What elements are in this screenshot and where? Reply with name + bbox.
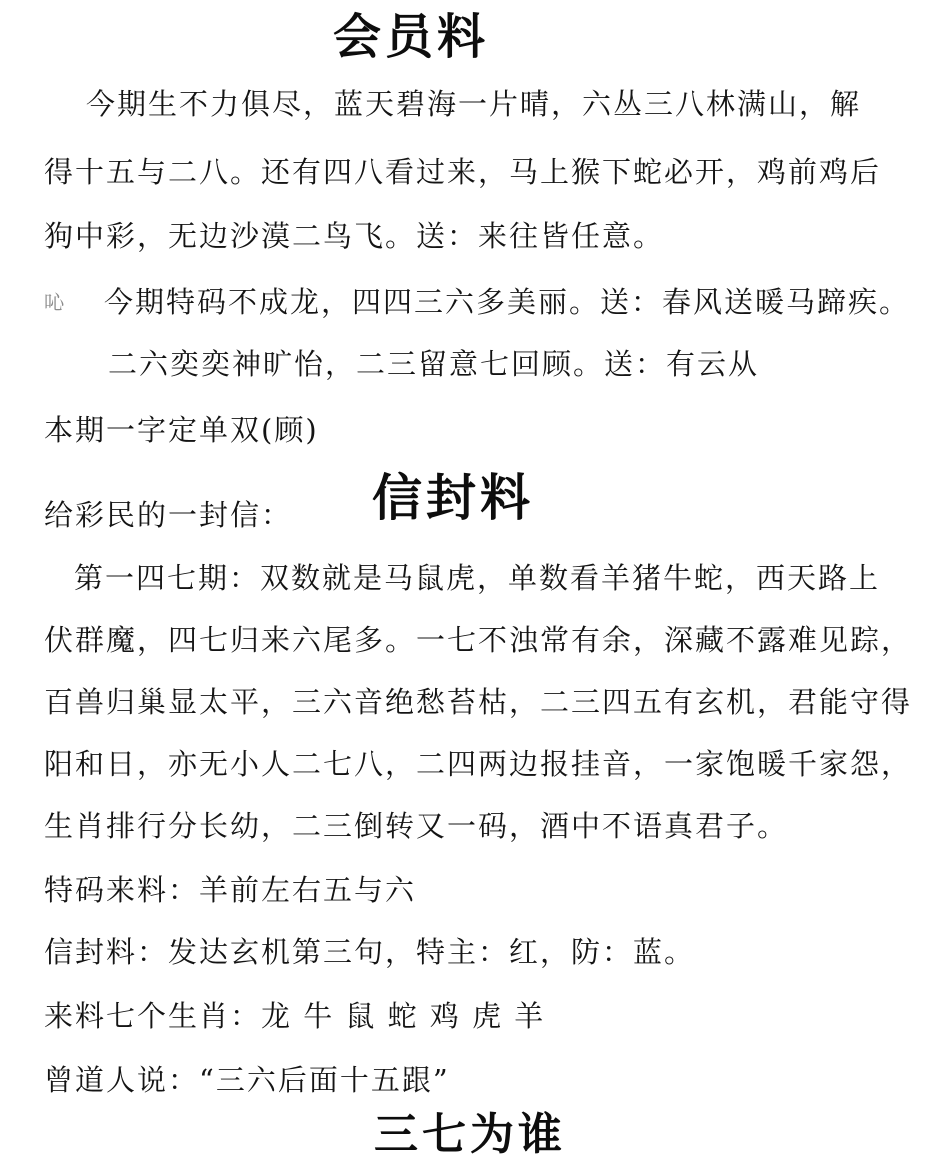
- envelope-title: 信封料: [372, 469, 534, 527]
- verse-line: 二六奕奕神旷怡，二三留意七回顾。送：有云从: [108, 347, 760, 381]
- poem-line-1: 今期生不力俱尽，蓝天碧海一片晴，六丛三八林满山，解: [86, 87, 862, 121]
- envelope-hint: 信封料：发达玄机第三句，特主：红，防：蓝。: [44, 935, 696, 969]
- letter-label: 给彩民的一封信：: [44, 498, 293, 532]
- seven-zodiacs: 来料七个生肖：龙 牛 鼠 蛇 鸡 虎 羊: [44, 999, 546, 1033]
- letter-line-3: 百兽归巢显太平，三六音绝愁苔枯，二三四五有玄机，君能守得: [44, 685, 913, 719]
- single-double-line: 本期一字定单双(顾): [44, 413, 319, 447]
- letter-line-4: 阳和日，亦无小人二七八，二四两边报挂音，一家饱暖千家怨，: [44, 747, 913, 781]
- members-title: 会员料: [333, 9, 490, 65]
- special-code-source: 特码来料：羊前左右五与六: [44, 873, 417, 907]
- special-code-line: 今期特码不成龙，四四三六多美丽。送：春风送暖马蹄疾。: [104, 285, 911, 319]
- poem-line-2: 得十五与二八。还有四八看过来，马上猴下蛇必开，鸡前鸡后: [44, 155, 882, 189]
- poem-line-3: 狗中彩，无边沙漠二鸟飞。送：来往皆任意。: [44, 219, 665, 253]
- letter-line-1: 第一四七期：双数就是马鼠虎，单数看羊猪牛蛇，西天路上: [74, 561, 881, 595]
- taoist-saying: 曾道人说：“三六后面十五跟”: [44, 1063, 450, 1097]
- letter-line-2: 伏群魔，四七归来六尾多。一七不浊常有余，深藏不露难见踪，: [44, 623, 913, 657]
- letter-line-5: 生肖排行分长幼，二三倒转又一码，酒中不语真君子。: [44, 809, 789, 843]
- closing-title: 三七为谁: [374, 1109, 566, 1160]
- smudged-prefix: 吣: [44, 290, 66, 314]
